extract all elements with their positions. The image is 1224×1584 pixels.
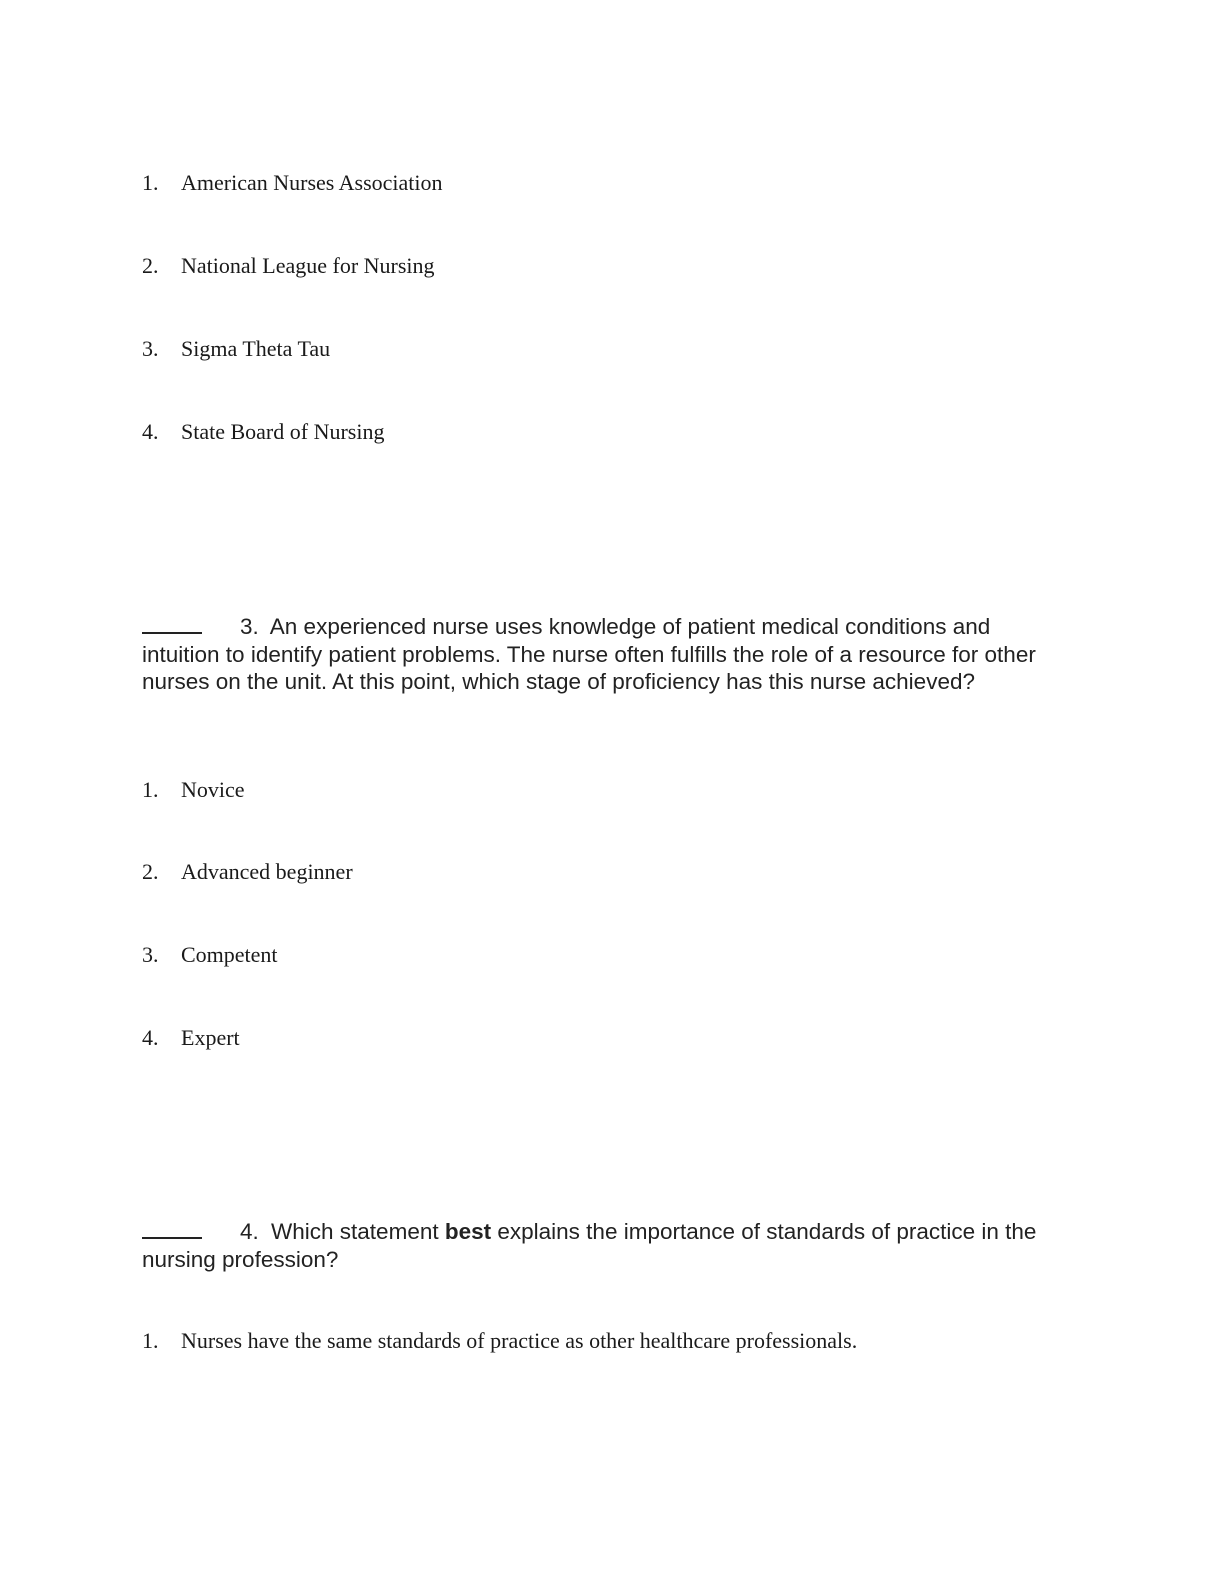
option-number: 1. <box>142 1328 159 1353</box>
option-item <box>142 1327 857 1355</box>
option-number: 3. <box>142 336 159 361</box>
option-text: Expert <box>181 1025 240 1050</box>
question-3 <box>142 612 1042 696</box>
option-item <box>142 418 384 446</box>
answer-blank[interactable] <box>142 1217 202 1239</box>
option-item <box>142 169 443 197</box>
option-number: 1. <box>142 170 159 195</box>
option-text: Sigma Theta Tau <box>181 336 331 361</box>
option-number: 1. <box>142 777 159 802</box>
option-item <box>142 335 330 363</box>
option-number: 4. <box>142 419 159 444</box>
question-text-emphasis: best <box>444 1219 492 1244</box>
option-text: Nurses have the same standards of practice as other healthcare professionals. <box>181 1328 858 1353</box>
option-item <box>142 941 278 969</box>
question-number: 3. <box>240 614 259 639</box>
option-text: American Nurses Association <box>181 170 443 195</box>
option-number: 2. <box>142 253 159 278</box>
option-text: Advanced beginner <box>181 859 353 884</box>
option-item <box>142 1024 240 1052</box>
question-number: 4. <box>240 1219 259 1244</box>
option-number: 2. <box>142 859 159 884</box>
option-text: Novice <box>181 777 245 802</box>
question-text-end: explains the importance of standards of practice in the nursing profession? <box>142 1219 1037 1272</box>
option-text: National League for Nursing <box>181 253 435 278</box>
question-4 <box>142 1217 1042 1273</box>
option-text: State Board of Nursing <box>181 419 385 444</box>
answer-blank[interactable] <box>142 612 202 634</box>
question-text: An experienced nurse uses knowledge of patient medical conditions and intuition to identify patient problems. The nurse often fulfills the role of a resource for other nurses on the unit. At this point, which stage of proficiency has this nurse achieved? <box>142 614 1036 694</box>
option-item <box>142 252 435 280</box>
option-item <box>142 858 353 886</box>
option-number: 4. <box>142 1025 159 1050</box>
question-text-start: Which statement <box>271 1219 445 1244</box>
option-text: Competent <box>181 942 278 967</box>
option-item <box>142 776 245 804</box>
option-number: 3. <box>142 942 159 967</box>
